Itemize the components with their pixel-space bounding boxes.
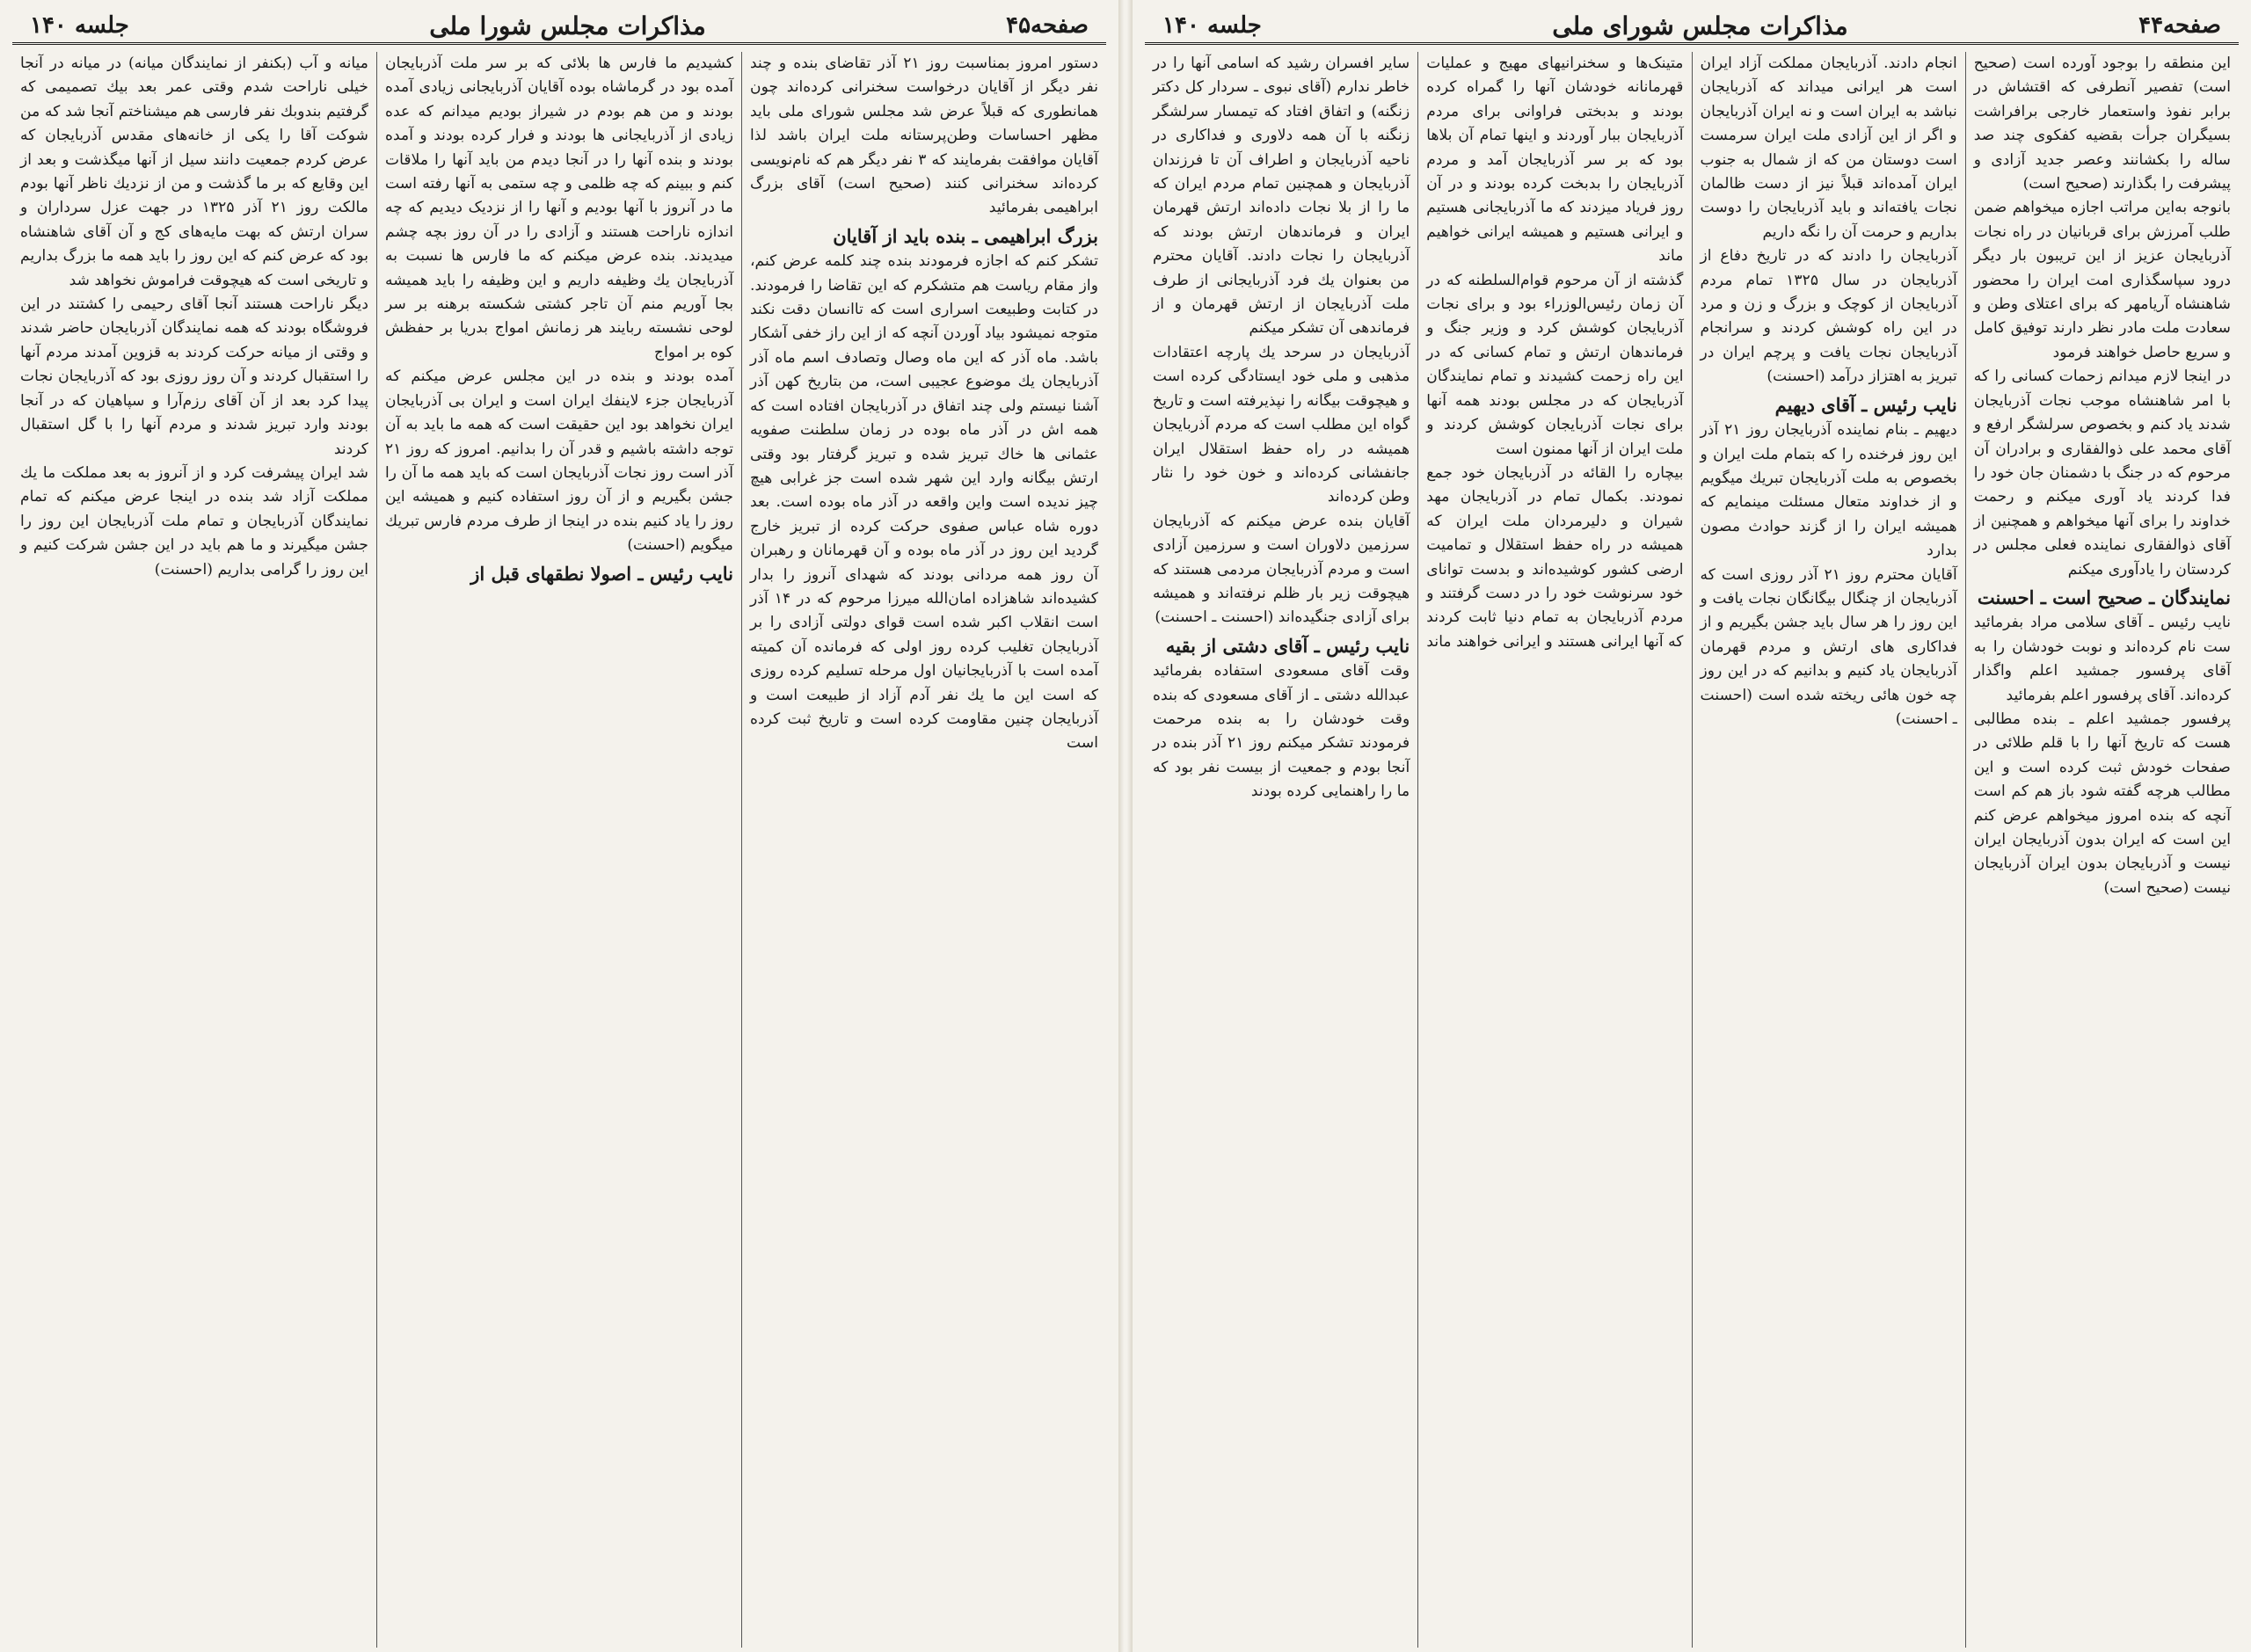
session-label: جلسه ۱۴۰ bbox=[1162, 12, 1262, 39]
text-columns bbox=[1145, 52, 2239, 1648]
paragraph: دیگر ناراحت هستند آنجا آقای رحیمی را کشتند در این فروشگاه بودند که همه نمایندگان آذربایجان حاضر شدند و وقتی از میانه حرکت کردند به قزوین آمدند مردم آنها را استقبال کردند و آن روز روزی بود که آذربایجان نجات پیدا کرد بعد از آن آقای رزم‌آرا و سپاهیان که در آنجا بودند وارد تبریز شدند و مردم آنها را با گل استقبال کردند bbox=[20, 295, 368, 458]
paragraph: وقت آقای مسعودی استفاده بفرمائید عبدالله دشتی ـ از آقای مسعودی که بنده وقت خودشان را به بنده مرحمت فرمودند تشکر میکنم روز ۲۱ آذر بنده در آنجا بودم و جمعیت از بیست نفر بود که ما را راهنمایی کرده بودند bbox=[1153, 662, 1410, 801]
left-page bbox=[0, 0, 1118, 1652]
paragraph: آذربایجان را دادند که در تاریخ دفاع از آذربایجان در سال ۱۳۲۵ تمام مردم آذربایجان از کوچک و بزرگ و زن و مرد در این راه کوشش کردند و سرانجام آذربایجان نجات یافت و پرچم ایران در تبریز به اهتزاز درآمد (احسنت) bbox=[1700, 247, 1957, 386]
session-label: جلسه ۱۴۰ bbox=[30, 12, 129, 39]
paragraph: در اینجا لازم میدانم زحمات کسانی را که با امر شاهنشاه موجب نجات آذربایجان شدند یاد کنم و بخصوص سرلشگر ارفع و آقای محمد علی ذوالفقاری و برادران آن مرحوم که در جنگ با دشمنان جان خود را فدا کردند یاد آوری میکنم و رحمت خداوند را برای آنها میخواهم و همچنین از آقای ذوالفقاری نماینده فعلی مجلس در کردستان را یادآوری میکنم bbox=[1973, 368, 2231, 579]
column-3 bbox=[12, 52, 376, 1648]
paragraph: این منطقه را بوجود آورده است (صحیح است) تفصیر آنطرفی که اقتشاش در برابر نفوذ واستعمار خارجی برافراشت بسیگران جرأت بقضیه کفکوی چند صد ساله را بکشانند وعصر جدید آزادی و پیشرفت را بگذارند (صحیح است) bbox=[1973, 55, 2231, 193]
paragraph: کشیدیم ما فارس ها بلائی که بر سر ملت آذربایجان آمده بود در گرماشاه بوده آقایان آذربایجانی زیادی آمده بودند و من هم بودم در شیراز بودیم میدانم که عده زیادی از آذربایجانی ها بودند و فرار کرده بودند و آمده بودند و بنده آنها را در آنجا دیدم من باید آنها را ملاقات کنم و ببینم که چه ظلمی و چه ستمی به آنها رفته است ما در آنروز با آنها بودیم و آنها را از نزدیک دیدیم که چه اندازه ناراحت هستند و آزادی را در آن روز بچه چشم میدیدند. بنده عرض میکنم که ما فارس ها نسبت به آذربایجان یك وظیفه داریم و این وظیفه را باید همیشه بجا آوریم منم آن تاجر کشتی شکسته برهنه بر سر لوحی نشسته ربایند هر زمانش امواج بدریا بر حفظش کوه بر امواج bbox=[385, 55, 733, 361]
publication-title: مذاکرات مجلس شورا ملی bbox=[429, 11, 706, 40]
paragraph: دستور امروز بمناسبت روز ۲۱ آذر تقاضای بنده و چند نفر دیگر از آقایان درخواست سخنرانی کرده‌اند چون همانطوری که قبلاً عرض شد مجلس شورای ملی باید مظهر احساسات وطن‌پرستانه ملت ایران باشد لذا آقایان موافقت بفرمایند که ۳ نفر دیگر هم که نام‌نویسی کرده‌اند سخنرانی کنند (صحیح است) آقای بزرگ ابراهیمی بفرمائید bbox=[750, 55, 1098, 217]
paragraph: بیچاره را القائه در آذربایجان خود جمع نمودند. بکمال تمام در آذربایجان مهد شیران و دلیرمردان ملت ایران که همیشه در راه حفظ استقلال و تمامیت ارضی کشور کوشیده‌اند و بدست تواناى خود سرنوشت خود را در دست گرفتند و مردم آذربایجان به تمام دنیا ثابت کردند که آنها ایرانی هستند و ایرانی خواهند ماند bbox=[1426, 463, 1684, 651]
text-columns bbox=[12, 52, 1106, 1648]
column-1 bbox=[1965, 52, 2239, 1648]
paragraph: سایر افسران رشید که اسامی آنها را در خاطر ندارم (آقای نبوی ـ سردار کل دکتر زنگنه) و اتفاق افتاد که تیمسار سرلشگر زنگنه با آن همه دلاوری و فداکاری در ناحیه آذربایجان و اطراف آن تا فرزندان آذربایجان و همچنین تمام مردم ایران که ما را از بلا نجات داده‌اند ارتش قهرمان ایران و فرماندهان ارتش بودند که آذربایجان را نجات دادند. آقایان محترم من بعنوان یك فرد آذربایجانی از طرف ملت آذربایجان از ارتش قهرمان و از فرماندهی آن تشکر میکنم bbox=[1153, 55, 1410, 338]
speaker-heading: نایب رئیس ـ آقای دیهیم bbox=[1774, 393, 1957, 416]
speaker-heading: بزرگ ابراهیمی ـ بنده باید از آقایان bbox=[833, 224, 1098, 247]
paragraph: شد ایران پیشرفت کرد و از آنروز به بعد مملکت ما یك مملکت آزاد شد بنده در اینجا عرض میکنم که تمام نمایندگان آذربایجان و تمام ملت آذربایجان این روز را جشن میگیرند و ما هم باید در این جشن شرکت کنیم و این روز را گرامی بداریم (احسنت) bbox=[20, 463, 368, 579]
paragraph: انجام دادند. آذربایجان مملکت آزاد ایران است هر ایرانی میداند که آذربایجان نباشد به ایران است و نه ایران آذربایجان و اگر از این آزادی ملت ایران سرمست است دوستان من که از شمال به جنوب ایران آمده‌اند قبلاً نیز از دست ظالمان نجات یافته‌اند و باید آذربایجان را دوست بداریم و حرمت آن را نگه داریم bbox=[1700, 55, 1957, 241]
paragraph: بانوجه به‌این مراتب اجازه میخواهم ضمن طلب آمرزش برای قربانیان در راه نجات آذربایجان عزیز از این تریبون بار دیگر درود سپاسگذاری امت ایران را محضور شاهنشاه آریامهر که برای اعتلای وطن و سعادت ملت مادر نظر دارند توفیق کامل و سریع حاصل خواهند فرمود bbox=[1973, 199, 2231, 361]
column-1 bbox=[741, 52, 1106, 1648]
column-2 bbox=[376, 52, 741, 1648]
paragraph: آقایان محترم روز ۲۱ آذر روزی است که آذربایجان از چنگال بیگانگان نجات یافت و این روز را هر سال باید جشن بگیریم و از فداکاری های ارتش و مردم قهرمان آذربایجان یاد کنیم و بدانیم که در این روز چه خون هائی ریخته شده است (احسنت ـ احسنت) bbox=[1700, 565, 1957, 728]
column-3 bbox=[1417, 52, 1691, 1648]
page-number-label: صفحه۴۴ bbox=[2138, 12, 2221, 39]
paragraph: نایب رئیس ـ آقای سلامی مراد بفرمائید ست نام کرده‌اند و نوبت خودشان را به آقای پرفسور جمشید اعلم واگذار کرده‌اند. آقای پرفسور اعلم بفرمائید bbox=[1973, 614, 2231, 704]
page-gutter bbox=[1118, 0, 1133, 1652]
paragraph: آذربایجان در سرحد یك پارچه اعتقادات مذهبی و ملی خود ایستادگی کرده است و هیچوقت بیگانه را نپذیرفته است و تاریخ گواه این مطلب است که مردم آذربایجان همیشه در راه حفظ استقلال ایران جانفشانی کرده‌اند و خون خود را نثار وطن کرده‌اند bbox=[1153, 343, 1410, 506]
publication-title: مذاکرات مجلس شورای ملی bbox=[1552, 11, 1848, 40]
right-page bbox=[1133, 0, 2251, 1652]
page-header bbox=[1145, 9, 2239, 45]
paragraph: میانه و آب (بکنفر از نمایندگان میانه) در میانه در آنجا خیلی ناراحت شدم وقتی عمر بعد بیك تصمیمی که گرفتیم بندوبك نفر فارسی هم میشناختم آنجا شد که من شوکت آقا را یکی از خانه‌های مقدس آذربایجان که عرض کردم جمعیت دانند سیل از آنها میگذشت و بعد از این وقایع که بر ما گذشت و من از نزدیك ناظر آنها بودم مالکت روز ۲۱ آذر ۱۳۲۵ در جهت عزل سرداران و سران ارتش که بهت مایه‌های کج و آن آقای شاهنشاه بود که عرض کنم که این روز را باید همه ما بزرگ بداریم و تاریخی است که هیچوقت فراموش نخواهد شد bbox=[20, 55, 368, 289]
speaker-heading: نایب رئیس ـ آقای دشتی از بقیه bbox=[1165, 634, 1410, 657]
paragraph: گذشته از آن مرحوم قوام‌السلطنه که در آن زمان رئیس‌الوزراء بود و برای نجات آذربایجان کوشش کرد و وزیر جنگ و فرماندهان ارتش و تمام کسانی که در این راه زحمت کشیدند و تمام نمایندگان آذربایجان که در مجلس بودند همه آنها برای نجات آذربایجان کوشش کردند و ملت ایران از آنها ممنون است bbox=[1426, 271, 1684, 458]
page-number-label: صفحه۴۵ bbox=[1006, 12, 1089, 39]
paragraph: آقایان بنده عرض میکنم که آذربایجان سرزمین دلاوران است و سرزمین آزادی است و مردم آذربایجان مردمی هستند که هیچوقت زیر بار ظلم نرفته‌اند و همیشه برای آزادی جنگیده‌اند (احسنت ـ احسنت) bbox=[1153, 512, 1410, 627]
speaker-heading: نمایندگان ـ صحیح است ـ احسنت bbox=[1977, 586, 2231, 608]
paragraph: پرفسور جمشید اعلم ـ بنده مطالبی هست که تاریخ آنها را با قلم طلائی در صفحات خودش ثبت کرده است و این مطالب هرچه گفته شود باز هم کم است آنچه که بنده امروز میخواهم عرض کنم این است که ایران بدون آذربایجان ایران نیست و آذربایجان بدون ایران آذربایجان نیست (صحیح است) bbox=[1973, 710, 2231, 897]
paragraph: دیهیم ـ بنام نماینده آذربایجان روز ۲۱ آذر این روز فرخنده را که بتمام ملت ایران و بخصوص به ملت آذربایجان تبریك میگویم و از خداوند متعال مسئلت مینمایم که همیشه ایران را از گزند حوادث مصون بدارد bbox=[1700, 421, 1957, 560]
speaker-heading: نایب رئیس ـ اصولا نطقهای قبل از bbox=[470, 562, 733, 585]
page-header bbox=[12, 9, 1106, 45]
paragraph: آمده بودند و بنده در این مجلس عرض میکنم که آذربایجان جزء لاینفك ایران است و ایران بی آذربایجان ایران نخواهد بود این حقیقت است که همه ما باید به آن توجه داشته باشیم و قدر آن را بدانیم. امروز که روز ۲۱ آذر است روز نجات آذربایجان است که باید همه ما آن را جشن بگیریم و از آن روز استفاده کنیم و همیشه این روز را یاد کنیم بنده در اینجا از طرف مردم فارس تبریك میگویم (احسنت) bbox=[385, 368, 733, 555]
paragraph: متینک‌ها و سخنرانیهای مهیج و عملیات قهرمانانه خودشان آنها را گمراه کرده بودند و بدبختی فراوانی برای مردم آذربایجان ببار آوردند و اینها تمام آن بلاها بود که بر سر آذربایجان آمد و مردم آذربایجان را بدبخت کرده بودند و در آن روز فریاد میزدند که ما آذربایجانی هستیم و ایرانی هستیم و همیشه ایرانی خواهیم ماند bbox=[1426, 55, 1684, 266]
column-4 bbox=[1145, 52, 1417, 1648]
column-2 bbox=[1692, 52, 1965, 1648]
paragraph: تشکر کنم که اجازه فرمودند بنده چند کلمه عرض کنم، واز مقام ریاست هم متشکرم که این تقاضا را فرمودند. در کتابت وطبیعت اسراری است که تاانسان دقت نکند متوجه نمیشود بیاد آوردن آنچه که از این راز خفی آشکار باشد. ماه آذر که این ماه وصال وتصادف اسم ماه آذر آذربایجان یك موضوع عجیبی است، من بتاریخ کهن آذر آشنا نیستم ولی چند اتفاق در آذربایجان افتاده است که همه اش در آذر ماه بوده در زمان سلطنت صفویه عثمانی ها خاك تبریز شده و تبریز گرفتار بود وقتی ارتش بیگانه وارد این شهر شده است جز غرابی هیچ چیز ندیده است واین واقعه در آذر ماه بوده است. بعد دوره شاه عباس صفوی حرکت کرده از تبریز خارج گردید این روز در آذر ماه بوده و آن قهرمانان و رهبران آن روز همه مردانی بودند که شهدای آنروز را بدار کشیده‌اند شاهزاده امان‌الله میرزا مرحوم که در ۱۴ آذر است انقلاب اکبر شده است قوای دولتی آزادی را بر آذربایجان تغلیب کرده روز اولی که فرمانده آن کمیته آمده است با آذربایجانیان اول مرحله تسلیم کرده روزی که است این ما یك نفر آدم آزاد از طبیعت است و آذربایجان چنین مقاومت کرده است و تاریخ ثبت کرده است bbox=[750, 252, 1098, 753]
